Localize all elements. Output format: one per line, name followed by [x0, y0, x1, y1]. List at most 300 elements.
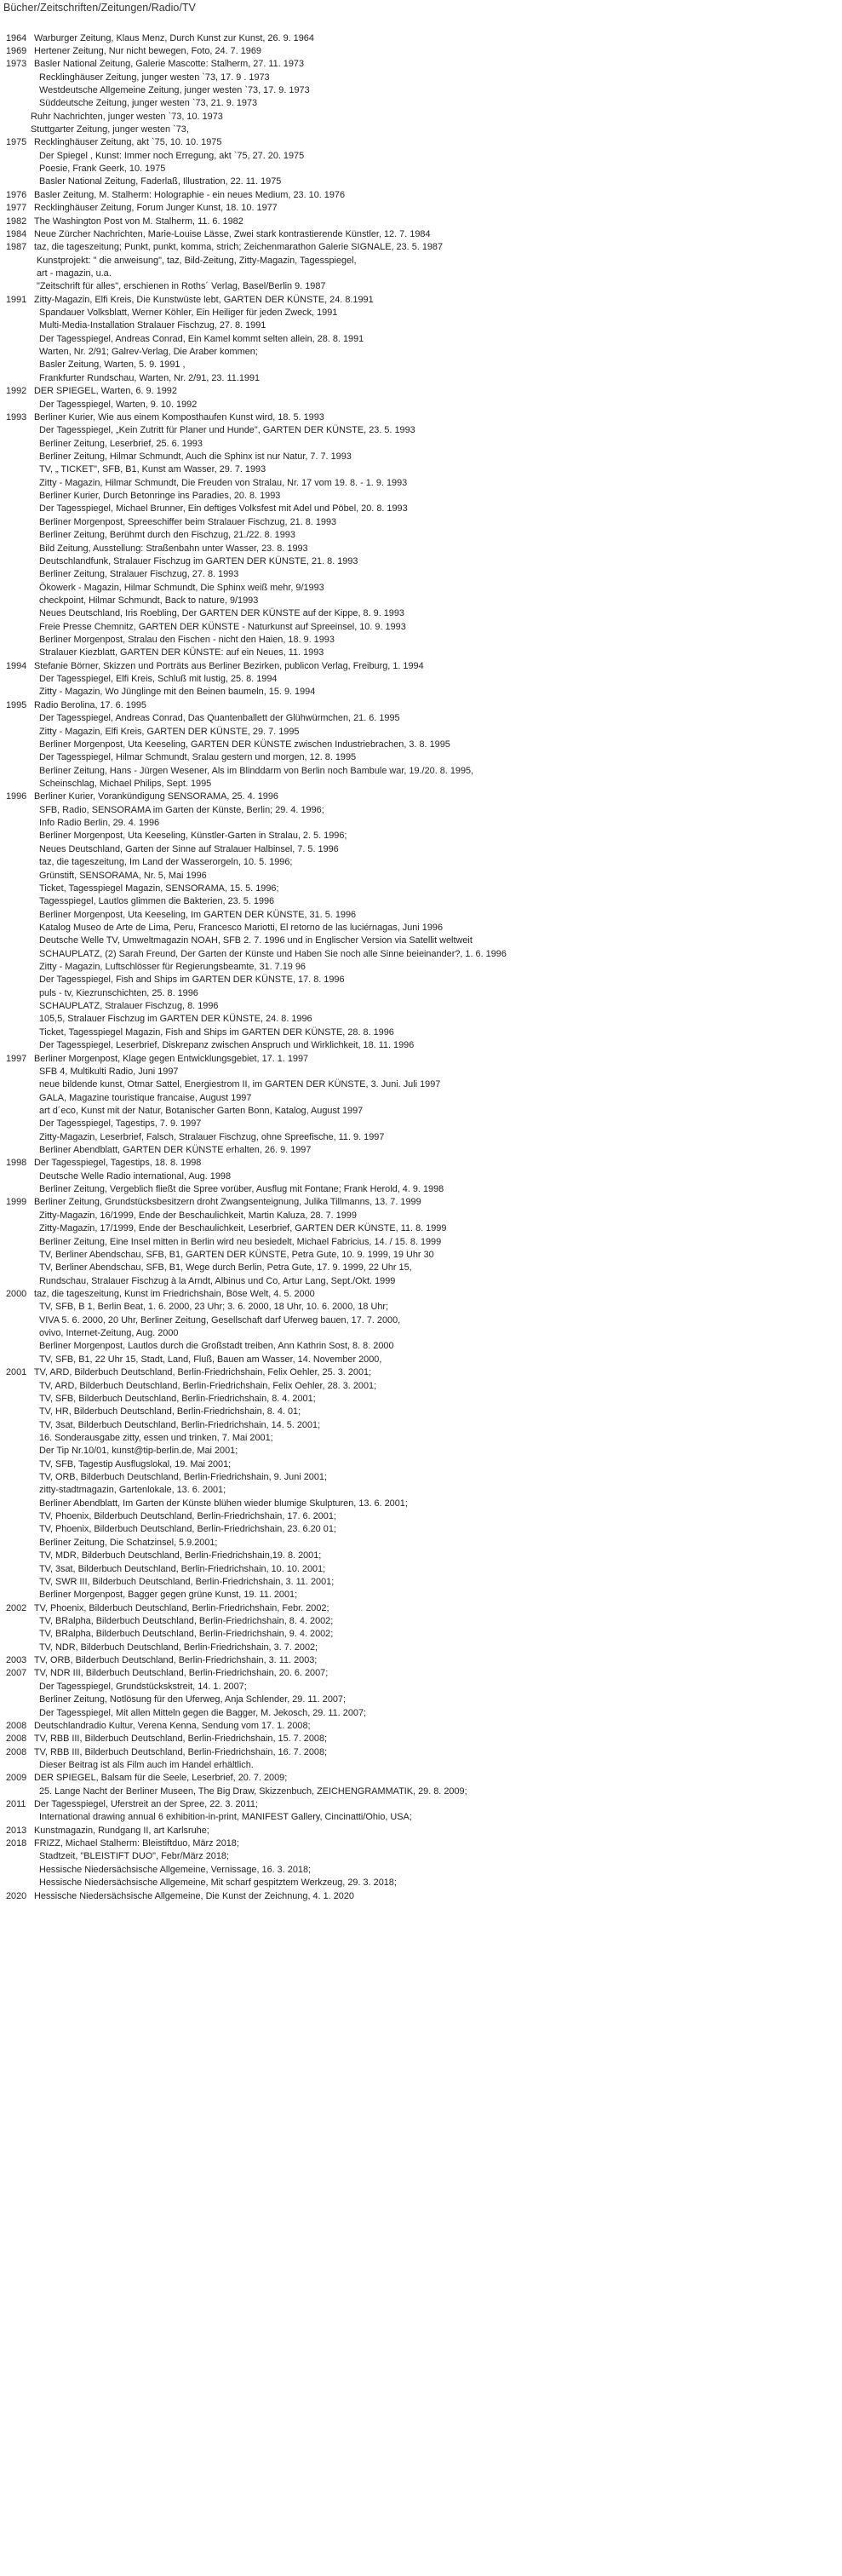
press-entry [6, 333, 836, 346]
press-entry [6, 934, 836, 947]
entry-text: Recklinghäuser Zeitung, Forum Junger Kunst, 18. 10. 1977 [34, 203, 278, 214]
press-entry [6, 372, 836, 385]
entry-text: Ticket, Tagesspiegel Magazin, Fish and Ships im GARTEN DER KÜNSTE, 28. 8. 1996 [39, 1026, 394, 1038]
press-entry [6, 1785, 836, 1798]
press-entry [6, 529, 836, 542]
entry-text: Zitty - Magazin, Hilmar Schmundt, Die Freuden von Stralau, Nr. 17 vom 19. 8. - 1. 9. 1993 [39, 477, 408, 488]
press-entry [6, 1772, 836, 1785]
entry-text: Berliner Abendblatt, GARTEN DER KÜNSTE erhalten, 26. 9. 1997 [39, 1145, 312, 1156]
entry-text: Hessische Niedersächsische Allgemeine, Vernissage, 16. 3. 2018; [39, 1864, 312, 1875]
entry-text: Hessische Niedersächsische Allgemeine, Die Kunst der Zeichnung, 4. 1. 2020 [34, 1890, 354, 1901]
entry-text: Der Tagesspiegel, Grundstückskstreit, 14. 1. 2007; [39, 1681, 247, 1692]
press-entry [6, 1759, 836, 1772]
entry-text: TV, NDR, Bilderbuch Deutschland, Berlin-Friedrichshain, 3. 7. 2002; [39, 1642, 318, 1653]
press-entry [6, 1118, 836, 1130]
entry-text: Berliner Morgenpost, Lautlos durch die Großstadt treiben, Ann Kathrin Sost, 8. 8. 2000 [39, 1341, 394, 1352]
press-entry [6, 1393, 836, 1406]
press-entry [6, 909, 836, 922]
press-entry [6, 1589, 836, 1601]
entry-text: Berliner Zeitung, Leserbrief, 25. 6. 1993 [39, 438, 203, 449]
press-entry [6, 463, 836, 476]
press-entry [6, 124, 836, 136]
entry-text: SFB 4, Multikulti Radio, Juni 1997 [39, 1066, 179, 1077]
press-entry [6, 751, 836, 764]
press-entry [6, 1013, 836, 1026]
press-entry [6, 424, 836, 437]
press-entry [6, 1615, 836, 1628]
press-entry [6, 987, 836, 1000]
press-entry [6, 97, 836, 110]
entry-text: Zitty - Magazin, Luftschlösser für Regierungsbeamte, 31. 7.19 96 [39, 962, 306, 973]
entry-text: TV, NDR III, Bilderbuch Deutschland, Berlin-Friedrichshain, 20. 6. 2007; [34, 1668, 329, 1679]
press-entry [6, 1877, 836, 1889]
press-entry [6, 411, 836, 424]
entry-year: 2003 [6, 1655, 27, 1666]
press-entry [6, 1850, 836, 1863]
entry-text: Hessische Niedersächsische Allgemeine, Mit scharf gespitztem Werkzeug, 29. 3. 2018; [39, 1877, 397, 1889]
entry-text: Poesie, Frank Geerk, 10. 1975 [39, 164, 166, 175]
press-entry [6, 346, 836, 359]
press-entry [6, 1720, 836, 1733]
entry-text: art d´eco, Kunst mit der Natur, Botanischer Garten Bonn, Katalog, August 1997 [39, 1105, 364, 1116]
press-entry [6, 1498, 836, 1510]
entry-year: 2008 [6, 1734, 27, 1745]
press-entry [6, 1262, 836, 1274]
entry-text: Der Tagesspiegel, Uferstreit an der Spree, 22. 3. 2011; [34, 1799, 258, 1810]
entry-year: 1996 [6, 791, 27, 802]
press-entry [6, 451, 836, 463]
press-entry [6, 72, 836, 84]
press-entry [6, 503, 836, 515]
press-entry [6, 1105, 836, 1118]
press-entry [6, 1196, 836, 1209]
entry-year: 1998 [6, 1158, 27, 1169]
entry-year: 2001 [6, 1367, 27, 1378]
entry-text: Ticket, Tagesspiegel Magazin, SENSORAMA, 15. 5. 1996; [39, 883, 279, 894]
entry-year: 1999 [6, 1197, 27, 1208]
entry-text: TV, SFB, Bilderbuch Deutschland, Berlin-Friedrichshain, 8. 4. 2001; [39, 1393, 316, 1404]
press-entry [6, 1825, 836, 1837]
press-entry [6, 1811, 836, 1824]
press-entry [6, 228, 836, 241]
press-entry [6, 1066, 836, 1078]
entry-year: 2011 [6, 1799, 26, 1810]
entry-text: Süddeutsche Zeitung, junger westen `73, 21. 9. 1973 [39, 98, 258, 109]
press-entry [6, 267, 836, 280]
entry-text: Scheinschlag, Michael Philips, Sept. 1995 [39, 778, 212, 789]
entry-text: TV, SWR III, Bilderbuch Deutschland, Berlin-Friedrichshain, 3. 11. 2001; [39, 1576, 335, 1587]
press-entry [6, 150, 836, 163]
entry-year: 2008 [6, 1720, 27, 1731]
entry-text: The Washington Post von M. Stalherm, 11. 6. 1982 [34, 216, 243, 227]
entry-text: Stefanie Börner, Skizzen und Porträts aus Berliner Bezirken, publicon Verlag, Freiburg, 1. 1994 [34, 660, 424, 671]
press-entry [6, 699, 836, 712]
entry-text: Hertener Zeitung, Nur nicht bewegen, Foto, 24. 7. 1969 [34, 45, 261, 56]
entry-text: Basler Zeitung, Warten, 5. 9. 1991 , [39, 359, 186, 371]
entry-text: 16. Sonderausgabe zitty, essen und trinken, 7. Mai 2001; [39, 1432, 273, 1443]
entry-text: neue bildende kunst, Otmar Sattel, Energiestrom II, im GARTEN DER KÜNSTE, 3. Juni. Juli 1997 [39, 1079, 441, 1090]
press-entry [6, 1707, 836, 1720]
entry-text: 105,5, Stralauer Fischzug im GARTEN DER KÜNSTE, 24. 8. 1996 [39, 1014, 312, 1025]
entry-text: TV, RBB III, Bilderbuch Deutschland, Berlin-Friedrichshain, 15. 7. 2008; [34, 1734, 328, 1745]
press-entry [6, 791, 836, 803]
press-entry [6, 189, 836, 202]
entry-text: Berliner Zeitung, Vergeblich fließt die Spree vorüber, Ausflug mit Fontane; Frank Herold, 4. 9. 1998 [39, 1184, 444, 1195]
press-entry [6, 202, 836, 215]
entry-year: 2007 [6, 1668, 27, 1679]
entry-text: TV, BRalpha, Bilderbuch Deutschland, Berlin-Friedrichshain, 9. 4. 2002; [39, 1629, 334, 1640]
entry-text: Kunstmagazin, Rundgang II, art Karlsruhe; [34, 1825, 209, 1836]
press-entry [6, 1484, 836, 1497]
entry-text: Zitty - Magazin, Wo Jünglinge mit den Beinen baumeln, 15. 9. 1994 [39, 687, 316, 698]
entry-text: Deutsche Welle TV, Umweltmagazin NOAH, SFB 2. 7. 1996 und in Englischer Version via Satellit weltweit [39, 935, 473, 946]
entry-text: SCHAUPLATZ, (2) Sarah Freund, Der Garten der Künste und Haben Sie noch alle Sinne beieinander?, 1. 6. 1996 [39, 948, 507, 959]
entry-text: TV, Berliner Abendschau, SFB, B1, Wege durch Berlin, Petra Gute, 17. 9. 1999, 22 Uhr 15, [39, 1262, 412, 1274]
entry-text: Stralauer Kiezblatt, GARTEN DER KÜNSTE: auf ein Neues, 11. 1993 [39, 647, 324, 658]
press-entry [6, 1890, 836, 1903]
press-entry [6, 1131, 836, 1144]
press-entry [6, 660, 836, 673]
press-entry [6, 1576, 836, 1589]
press-entry [6, 1354, 836, 1366]
press-entry [6, 399, 836, 411]
entry-text: Der Tagesspiegel, Andreas Conrad, Das Quantenballett der Glühwürmchen, 21. 6. 1995 [39, 713, 400, 724]
entry-text: Der Tagesspiegel, „Kein Zutritt für Planer und Hunde", GARTEN DER KÜNSTE, 23. 5. 1993 [39, 425, 415, 436]
entry-text: Berliner Morgenpost, Stralau den Fischen - nicht den Haien, 18. 9. 1993 [39, 635, 335, 646]
entry-year: 2000 [6, 1289, 27, 1299]
entry-year: 1995 [6, 699, 27, 710]
entry-year: 2002 [6, 1602, 27, 1613]
entry-text: Der Tagesspiegel, Tagestips, 7. 9. 1997 [39, 1118, 202, 1130]
press-entry [6, 1275, 836, 1288]
entry-text: taz, die tageszeitung, Im Land der Wasserorgeln, 10. 5. 1996; [39, 857, 293, 868]
press-entry [6, 255, 836, 267]
entry-text: taz, die tageszeitung; Punkt, punkt, komma, strich; Zeichenmarathon Galerie SIGNALE, 23. 5. 1987 [34, 242, 444, 253]
entry-text: Berliner Kurier, Wie aus einem Komposthaufen Kunst wird, 18. 5. 1993 [34, 411, 324, 423]
entry-text: TV, Phoenix, Bilderbuch Deutschland, Berlin-Friedrichshain, 23. 6.20 01; [39, 1524, 336, 1535]
press-entry [6, 883, 836, 895]
press-entry [6, 1864, 836, 1877]
press-entry [6, 319, 836, 332]
entry-text: Westdeutsche Allgemeine Zeitung, junger westen `73, 17. 9. 1973 [39, 84, 310, 95]
entry-text: Der Tagesspiegel, Elfi Kreis, Schluß mit lustig, 25. 8. 1994 [39, 674, 278, 685]
entry-text: VIVA 5. 6. 2000, 20 Uhr, Berliner Zeitung, Gesellschaft darf Uferweg bauen, 17. 7. 2000, [39, 1314, 401, 1325]
press-entry [6, 1445, 836, 1458]
press-entry [6, 673, 836, 686]
entry-text: TV, 3sat, Bilderbuch Deutschland, Berlin-Friedrichshain, 14. 5. 2001; [39, 1419, 321, 1430]
press-entry [6, 294, 836, 307]
entry-text: Warten, Nr. 2/91; Galrev-Verlag, Die Araber kommen; [39, 347, 258, 358]
entry-year: 2018 [6, 1838, 27, 1849]
entry-text: Warburger Zeitung, Klaus Menz, Durch Kunst zur Kunst, 26. 9. 1964 [34, 32, 314, 43]
entry-text: International drawing annual 6 exhibition-in-print, MANIFEST Gallery, Cincinatti/Ohio, USA; [39, 1812, 412, 1823]
press-entry [6, 438, 836, 451]
press-entry [6, 1157, 836, 1170]
entry-year: 1975 [6, 137, 27, 148]
entry-text: Radio Berolina, 17. 6. 1995 [34, 699, 146, 710]
press-entry [6, 1681, 836, 1693]
entry-year: 1969 [6, 45, 27, 56]
entry-text: Rundschau, Stralauer Fischzug à la Arndt, Albinus und Co, Artur Lang, Sept./Okt. 1999 [39, 1275, 396, 1286]
entry-text: Zitty-Magazin, 17/1999, Ende der Beschaulichkeit, Leserbrief, GARTEN DER KÜNSTE, 11. 8. 1999 [39, 1223, 447, 1234]
entry-text: TV, ARD, Bilderbuch Deutschland, Berlin-Friedrichshain, Felix Oehler, 28. 3. 2001; [39, 1380, 377, 1391]
press-entry [6, 1288, 836, 1301]
entry-text: Berliner Zeitung, Die Schatzinsel, 5.9.2001; [39, 1537, 218, 1548]
press-entry [6, 1458, 836, 1471]
entry-year: 2009 [6, 1773, 27, 1784]
press-entry [6, 241, 836, 254]
entry-text: Zitty-Magazin, 16/1999, Ende der Beschaulichkeit, Martin Kaluza, 28. 7. 1999 [39, 1210, 357, 1221]
entry-text: Recklinghäuser Zeitung, junger westen `73, 17. 9 . 1973 [39, 72, 270, 83]
press-entry [6, 111, 836, 124]
entry-text: Berliner Zeitung, Stralauer Fischzug, 27. 8. 1993 [39, 569, 239, 580]
entry-text: Berliner Morgenpost, Uta Keeseling, Künstler-Garten in Stralau, 2. 5. 1996; [39, 831, 347, 842]
press-entry [6, 1432, 836, 1445]
entry-text: Berliner Morgenpost, Uta Keeseling, Im GARTEN DER KÜNSTE, 31. 5. 1996 [39, 909, 357, 920]
press-entry [6, 1406, 836, 1418]
entry-text: TV, SFB, B1, 22 Uhr 15, Stadt, Land, Fluß, Bauen am Wasser, 14. November 2000, [39, 1354, 382, 1365]
press-entry [6, 1667, 836, 1680]
press-entry [6, 1236, 836, 1249]
entry-year: 1987 [6, 242, 27, 253]
entry-text: Der Tagesspiegel, Warten, 9. 10. 1992 [39, 399, 198, 410]
entry-text: Dieser Beitrag ist als Film auch im Handel erhältlich. [39, 1759, 254, 1770]
press-entry [6, 58, 836, 71]
press-entry [6, 843, 836, 856]
press-entry [6, 216, 836, 228]
press-entry [6, 634, 836, 647]
entry-year: 1992 [6, 386, 27, 397]
entry-text: puls - tv, Kiezrunschichten, 25. 8. 1996 [39, 987, 198, 998]
entry-text: Berliner Zeitung, Hans - Jürgen Wesener, Als im Blinddarm von Berlin noch Bambule war, 19./20. 8. 1995, [39, 765, 474, 776]
entry-year: 1976 [6, 189, 27, 200]
press-entry [6, 1523, 836, 1536]
press-entry [6, 1693, 836, 1706]
press-entry [6, 765, 836, 778]
entry-text: FRIZZ, Michael Stalherm: Bleistiftduo, März 2018; [34, 1838, 239, 1849]
entry-text: TV, Phoenix, Bilderbuch Deutschland, Berlin-Friedrichshain, Febr. 2002; [34, 1602, 329, 1613]
press-entry [6, 1837, 836, 1850]
press-entry [6, 607, 836, 620]
press-entry [6, 1039, 836, 1052]
entry-text: Berliner Abendblatt, Im Garten der Künste blühen wieder blumige Skulpturen, 13. 6. 2001; [39, 1498, 408, 1509]
entry-text: Zitty-Magazin, Elfi Kreis, Die Kunstwüste lebt, GARTEN DER KÜNSTE, 24. 8.1991 [34, 294, 374, 305]
entry-year: 1993 [6, 411, 27, 423]
press-entry [6, 1654, 836, 1667]
press-entry [6, 948, 836, 961]
entry-text: TV, SFB, Tagestip Ausflugslokal, 19. Mai 2001; [39, 1458, 232, 1469]
entry-year: 1973 [6, 59, 27, 70]
entry-text: Der Tagesspiegel, Michael Brunner, Ein deftiges Volksfest mit Adel und Pöbel, 20. 8. 1993 [39, 503, 408, 515]
entry-text: Der Tagesspiegel, Andreas Conrad, Ein Kamel kommt selten allein, 28. 8. 1991 [39, 333, 364, 344]
entry-text: Berliner Zeitung, Berühmt durch den Fischzug, 21./22. 8. 1993 [39, 530, 295, 541]
entry-text: Frankfurter Rundschau, Warten, Nr. 2/91, 23. 11.1991 [39, 372, 261, 383]
entry-text: Zitty - Magazin, Elfi Kreis, GARTEN DER KÜNSTE, 29. 7. 1995 [39, 726, 300, 737]
press-entry [6, 175, 836, 188]
entry-text: Der Tip Nr.10/01, kunst@tip-berlin.de, Mai 2001; [39, 1446, 238, 1457]
press-entry [6, 870, 836, 883]
entry-year: 1991 [6, 294, 27, 305]
press-entry [6, 1144, 836, 1157]
entry-text: TV, Berliner Abendschau, SFB, B1, GARTEN DER KÜNSTE, Petra Gute, 10. 9. 1999, 19 Uhr 30 [39, 1249, 434, 1260]
entry-year: 2020 [6, 1890, 27, 1901]
entry-text: art - magazin, u.a. [37, 267, 112, 279]
press-entry [6, 1419, 836, 1432]
press-entry [6, 1550, 836, 1562]
press-entry [6, 32, 836, 45]
press-entry [6, 163, 836, 175]
press-entry [6, 686, 836, 699]
press-entry [6, 1053, 836, 1066]
entry-year: 1984 [6, 228, 27, 239]
press-entry [6, 726, 836, 739]
press-entry [6, 490, 836, 503]
press-entry [6, 1210, 836, 1222]
entry-text: Berliner Zeitung, Grundstücksbesitzern droht Zwangsenteignung, Julika Tillmanns, 13. 7. 1999 [34, 1197, 421, 1208]
press-entry [6, 555, 836, 568]
entry-text: SFB, Radio, SENSORAMA im Garten der Künste, Berlin; 29. 4. 1996; [39, 804, 324, 815]
entry-text: Berliner Morgenpost, Spreeschiffer beim Stralauer Fischzug, 21. 8. 1993 [39, 516, 337, 527]
entry-text: TV, ORB, Bilderbuch Deutschland, Berlin-Friedrichshain, 9. Juni 2001; [39, 1472, 327, 1483]
press-entry [6, 1222, 836, 1235]
press-entry [6, 1380, 836, 1393]
entry-text: DER SPIEGEL, Balsam für die Seele, Leserbrief, 20. 7. 2009; [34, 1773, 288, 1784]
press-entry [6, 1366, 836, 1379]
entry-text: Deutschlandfunk, Stralauer Fischzug im GARTEN DER KÜNSTE, 21. 8. 1993 [39, 555, 358, 566]
press-entry [6, 1471, 836, 1484]
press-entry [6, 516, 836, 529]
press-entry [6, 280, 836, 293]
entry-text: Berliner Zeitung, Notlösung für den Uferweg, Anja Schlender, 29. 11. 2007; [39, 1694, 347, 1705]
entry-text: Stadtzeit, "BLEISTIFT DUO", Febr/März 2018; [39, 1851, 229, 1862]
entry-text: TV, „ TICKET", SFB, B1, Kunst am Wasser, 29. 7. 1993 [39, 464, 266, 475]
entry-text: Tagesspiegel, Lautlos glimmen die Bakterien, 23. 5. 1996 [39, 896, 275, 907]
press-entry [6, 1301, 836, 1314]
entry-text: Spandauer Volksblatt, Werner Köhler, Ein Heiliger für jeden Zweck, 1991 [39, 308, 338, 319]
entry-text: DER SPIEGEL, Warten, 6. 9. 1992 [34, 386, 177, 397]
press-entry [6, 1026, 836, 1039]
entry-year: 1982 [6, 216, 27, 227]
entry-text: Grünstift, SENSORAMA, Nr. 5, Mai 1996 [39, 870, 207, 881]
entry-year: 2008 [6, 1746, 27, 1757]
entry-text: Neues Deutschland, Iris Roebling, Der GARTEN DER KÜNSTE auf der Kippe, 8. 9. 1993 [39, 608, 404, 619]
entry-text: Deutschlandradio Kultur, Verena Kenna, Sendung vom 17. 1. 2008; [34, 1720, 311, 1731]
entry-text: Bild Zeitung, Ausstellung: Straßenbahn unter Wasser, 23. 8. 1993 [39, 543, 308, 554]
press-entry [6, 804, 836, 817]
entry-text: Der Tagesspiegel, Mit allen Mitteln gegen die Bagger, M. Jekosch, 29. 11. 2007; [39, 1707, 367, 1718]
entry-text: 25. Lange Nacht der Berliner Museen, The Big Draw, Skizzenbuch, ZEICHENGRAMMATIK, 29. 8. 2009; [39, 1785, 467, 1797]
press-entry [6, 1642, 836, 1654]
press-entry [6, 568, 836, 581]
entry-text: Zitty-Magazin, Leserbrief, Falsch, Stralauer Fischzug, ohne Spreefische, 11. 9. 1997 [39, 1131, 385, 1142]
entry-text: Der Tagesspiegel, Hilmar Schmundt, Sralau gestern und morgen, 12. 8. 1995 [39, 752, 357, 763]
press-entry [6, 1733, 836, 1745]
press-entry [6, 712, 836, 725]
entry-year: 1977 [6, 203, 27, 214]
press-entry [6, 1092, 836, 1105]
press-entry [6, 1628, 836, 1641]
entry-text: taz, die tageszeitung, Kunst im Friedrichshain, Böse Welt, 4. 5. 2000 [34, 1289, 315, 1299]
press-entry [6, 647, 836, 659]
entry-text: "Zeitschrift für alles", erschienen in Roths´ Verlag, Basel/Berlin 9. 1987 [37, 281, 326, 292]
entry-text: TV, 3sat, Bilderbuch Deutschland, Berlin-Friedrichshain, 10. 10. 2001; [39, 1563, 326, 1574]
press-entry [6, 307, 836, 319]
press-entry [6, 1746, 836, 1759]
press-entry [6, 1602, 836, 1615]
press-entry [6, 1798, 836, 1811]
press-entry [6, 595, 836, 607]
press-entry [6, 621, 836, 634]
press-entry [6, 582, 836, 595]
press-entry [6, 895, 836, 908]
entry-text: Berliner Zeitung, Eine Insel mitten in Berlin wird neu besiedelt, Michael Fabricius, 14. / 15. 8. 1999 [39, 1236, 442, 1247]
entry-text: Berliner Morgenpost, Klage gegen Entwicklungsgebiet, 17. 1. 1997 [34, 1053, 309, 1064]
entry-year: 1964 [6, 32, 27, 43]
press-entry [6, 922, 836, 934]
entry-text: Info Radio Berlin, 29. 4. 1996 [39, 818, 160, 829]
entry-text: Kunstprojekt: " die anweisung", taz, Bild-Zeitung, Zitty-Magazin, Tagesspiegel, [37, 255, 357, 266]
entry-text: GALA, Magazine touristique francaise, August 1997 [39, 1092, 252, 1103]
entry-text: checkpoint, Hilmar Schmundt, Back to nature, 9/1993 [39, 595, 259, 606]
entry-text: Neues Deutschland, Garten der Sinne auf Stralauer Halbinsel, 7. 5. 1996 [39, 843, 339, 854]
entry-text: Berliner Morgenpost, Uta Keeseling, GARTEN DER KÜNSTE zwischen Industriebrachen, 3. 8. 1995 [39, 739, 450, 750]
entry-text: Berliner Zeitung, Hilmar Schmundt, Auch die Sphinx ist nur Natur, 7. 7. 1993 [39, 451, 352, 462]
press-entry [6, 477, 836, 490]
press-entry [6, 1537, 836, 1550]
entry-text: Ökowerk - Magazin, Hilmar Schmundt, Die Sphinx weiß mehr, 9/1993 [39, 582, 324, 593]
press-entry [6, 1314, 836, 1327]
entry-text: Der Spiegel , Kunst: Immer noch Erregung, akt `75, 27. 20. 1975 [39, 150, 305, 161]
entry-text: Neue Zürcher Nachrichten, Marie-Louise Lässe, Zwei stark kontrastierende Künstler, 12. 7. 1984 [34, 228, 431, 239]
entry-text: SCHAUPLATZ, Stralauer Fischzug, 8. 1996 [39, 1001, 219, 1012]
entry-text: Ruhr Nachrichten, junger westen `73, 10. 1973 [31, 111, 223, 122]
entry-text: Berliner Kurier, Durch Betonringe ins Paradies, 20. 8. 1993 [39, 491, 281, 502]
press-entry [6, 543, 836, 555]
press-entry [6, 1340, 836, 1353]
press-entry [6, 778, 836, 791]
press-entry [6, 961, 836, 974]
press-entries-list [6, 32, 836, 1903]
entry-year: 1997 [6, 1053, 27, 1064]
entry-text: Der Tagesspiegel, Fish and Ships im GARTEN DER KÜNSTE, 17. 8. 1996 [39, 975, 345, 986]
entry-text: zitty-stadtmagazin, Gartenlokale, 13. 6. 2001; [39, 1485, 226, 1496]
press-entry [6, 136, 836, 149]
press-entry [6, 1170, 836, 1183]
entry-text: TV, BRalpha, Bilderbuch Deutschland, Berlin-Friedrichshain, 8. 4. 2002; [39, 1615, 334, 1626]
entry-text: ovivo, Internet-Zeitung, Aug. 2000 [39, 1328, 179, 1339]
press-entry [6, 1183, 836, 1196]
entry-text: Stuttgarter Zeitung, junger westen `73, [31, 124, 189, 135]
entry-text: TV, Phoenix, Bilderbuch Deutschland, Berlin-Friedrichshain, 17. 6. 2001; [39, 1511, 336, 1522]
entry-text: Basler Zeitung, M. Stalherm: Holographie - ein neues Medium, 23. 10. 1976 [34, 189, 346, 200]
press-entry [6, 385, 836, 398]
press-entry [6, 830, 836, 842]
entry-text: Basler National Zeitung, Faderlaß, Illustration, 22. 11. 1975 [39, 176, 282, 187]
press-entry [6, 1327, 836, 1340]
entry-text: Der Tagesspiegel, Leserbrief, Diskrepanz zwischen Anspruch und Wirklichkeit, 18. 11. 1996 [39, 1040, 415, 1051]
entry-text: Basler National Zeitung, Galerie Mascotte: Stalherm, 27. 11. 1973 [34, 59, 305, 70]
press-entry [6, 974, 836, 986]
entry-text: Freie Presse Chemnitz, GARTEN DER KÜNSTE - Naturkunst auf Spreeinsel, 10. 9. 1993 [39, 621, 406, 632]
press-entry [6, 84, 836, 97]
entry-text: Katalog Museo de Arte de Lima, Peru, Francesco Mariotti, El retorno de las luciérnagas, Juni 1996 [39, 922, 443, 933]
entry-text: TV, ORB, Bilderbuch Deutschland, Berlin-Friedrichshain, 3. 11. 2003; [34, 1655, 318, 1666]
press-entry [6, 817, 836, 830]
press-entry [6, 856, 836, 869]
page-heading: Bücher/Zeitschriften/Zeitungen/Radio/TV [3, 2, 196, 14]
press-entry [6, 1078, 836, 1091]
entry-text: TV, MDR, Bilderbuch Deutschland, Berlin-Friedrichshain,19. 8. 2001; [39, 1550, 322, 1561]
